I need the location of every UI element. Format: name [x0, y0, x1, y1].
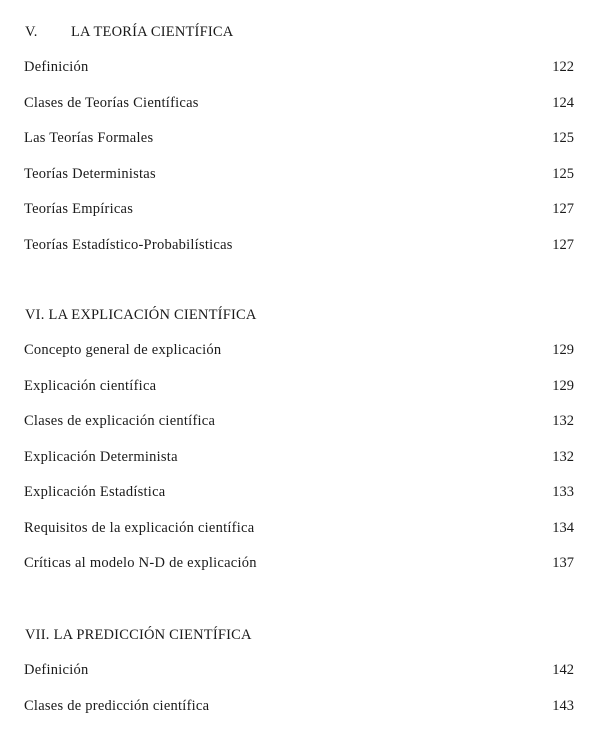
entry-title: Concepto general de explicación [24, 342, 222, 358]
entry-title: Definición [24, 59, 89, 75]
toc-entry [0, 233, 600, 269]
toc-entry [0, 126, 600, 162]
section-title: LA EXPLICACIÓN CIENTÍFICA [48, 307, 257, 323]
section-heading [25, 623, 600, 647]
entry-page-number: 125 [552, 165, 574, 182]
entry-title: Explicación científica [24, 377, 157, 394]
entry-title: Definición [24, 662, 89, 678]
entry-page-number: 134 [552, 519, 574, 536]
entry-title: Explicación Determinista [24, 448, 178, 465]
entry-page-number: 129 [552, 342, 574, 358]
entry-page-number: 122 [552, 59, 574, 75]
entry-title: Teorías Empíricas [24, 201, 134, 217]
toc-entry [0, 55, 600, 91]
toc-entry [0, 658, 600, 694]
toc-section [0, 20, 600, 268]
entry-page-number: 132 [552, 448, 574, 465]
toc-entry [0, 409, 600, 445]
toc-section [0, 623, 600, 729]
entry-page-number: 133 [552, 484, 574, 500]
entry-page-number: 129 [552, 377, 574, 394]
entry-page-number: 125 [552, 130, 574, 146]
entry-title: Críticas al modelo N-D de explicación [24, 555, 257, 571]
toc-entry [0, 338, 600, 374]
section-number: VI. [25, 307, 45, 323]
entry-page-number: 137 [552, 555, 574, 571]
toc-entry [0, 91, 600, 127]
entry-page-number: 127 [552, 236, 574, 253]
entry-title: Teorías Deterministas [24, 165, 156, 182]
toc-entry [0, 445, 600, 481]
toc-entry [0, 516, 600, 552]
entry-title: Las Teorías Formales [24, 130, 154, 146]
entry-page-number: 127 [552, 201, 574, 217]
section-title: LA TEORÍA CIENTÍFICA [71, 24, 234, 40]
toc-entry [0, 374, 600, 410]
section-number: VII. [25, 627, 50, 643]
entry-title: Clases de predicción científica [24, 697, 210, 714]
toc-entry [0, 480, 600, 516]
toc-entry [0, 694, 600, 730]
toc-entry [0, 162, 600, 198]
entry-title: Clases de Teorías Científicas [24, 94, 199, 111]
section-number: V. [25, 24, 38, 40]
entry-page-number: 143 [552, 697, 574, 714]
toc-entry [0, 551, 600, 587]
entry-page-number: 142 [552, 662, 574, 678]
entry-title: Clases de explicación científica [24, 413, 216, 429]
section-title: LA PREDICCIÓN CIENTÍFICA [53, 627, 252, 643]
entry-title: Requisitos de la explicación científica [24, 519, 255, 536]
entry-page-number: 124 [552, 94, 574, 111]
entry-title: Explicación Estadística [24, 484, 166, 500]
toc-entry [0, 197, 600, 233]
section-heading [25, 303, 600, 327]
entry-title: Teorías Estadístico-Probabilísticas [24, 236, 233, 253]
section-heading [25, 20, 600, 44]
toc-section [0, 303, 600, 587]
entry-page-number: 132 [552, 413, 574, 429]
